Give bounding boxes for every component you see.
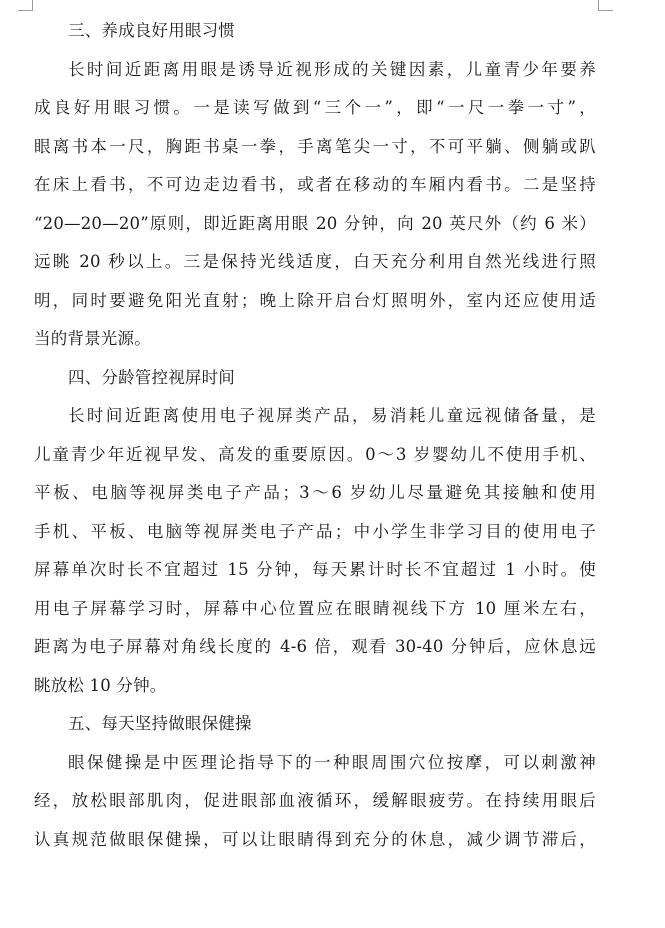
paragraph-line: 认真规范做眼保健操，可以让眼睛得到充分的休息，减少调节滞后， [34,829,596,849]
page-corner-mark-right [598,0,613,11]
section-heading-4: 四、分龄管控视屏时间 [68,367,235,387]
paragraph-line: 明，同时要避免阳光直射；晚上除开启台灯照明外，室内还应使用适 [34,290,596,310]
page-corner-mark-left [18,0,33,11]
paragraph-line: 成良好用眼习惯。一是读写做到“三个一”，即“一尺一拳一寸”， [34,98,596,117]
paragraph-line: “20—20—20”原则，即近距离用眼 20 分钟，向 20 英尺外（约 6 米） [34,213,596,233]
paragraph-line: 屏幕单次时长不宜超过 15 分钟，每天累计时长不宜超过 1 小时。使 [34,560,596,579]
paragraph-line: 平板、电脑等视屏类电子产品；3～6 岁幼儿尽量避免其接触和使用 [34,483,596,502]
paragraph-line: 经，放松眼部肌肉，促进眼部血液循环，缓解眼疲劳。在持续用眼后 [34,791,596,810]
paragraph-line: 在床上看书，不可边走边看书，或者在移动的车厢内看书。二是坚持 [34,175,596,194]
section-heading-5: 五、每天坚持做眼保健操 [68,714,252,733]
paragraph-line: 眺放松 10 分钟。 [34,675,167,695]
paragraph-line: 远眺 20 秒以上。三是保持光线适度，白天充分利用自然光线进行照 [34,252,596,271]
paragraph-line: 距离为电子屏幕对角线长度的 4-6 倍，观看 30-40 分钟后，应休息远 [34,637,596,656]
document-page [34,12,596,859]
paragraph-line: 用电子屏幕学习时，屏幕中心位置应在眼睛视线下方 10 厘米左右， [34,598,596,618]
section-heading-3: 三、养成良好用眼习惯 [68,21,235,40]
paragraph-line: 长时间近距离用眼是诱导近视形成的关键因素，儿童青少年要养 [68,59,596,79]
paragraph-line: 儿童青少年近视早发、高发的重要原因。0～3 岁婴幼儿不使用手机、 [34,444,596,464]
paragraph-line: 眼保健操是中医理论指导下的一种眼周围穴位按摩，可以刺激神 [68,752,596,772]
paragraph-line: 当的背景光源。 [34,329,151,348]
paragraph-line: 眼离书本一尺，胸距书桌一拳，手离笔尖一寸，不可平躺、侧躺或趴 [34,136,596,156]
paragraph-line: 长时间近距离使用电子视屏类产品，易消耗儿童远视储备量，是 [68,406,596,425]
paragraph-line: 手机、平板、电脑等视屏类电子产品；中小学生非学习目的使用电子 [34,521,596,541]
